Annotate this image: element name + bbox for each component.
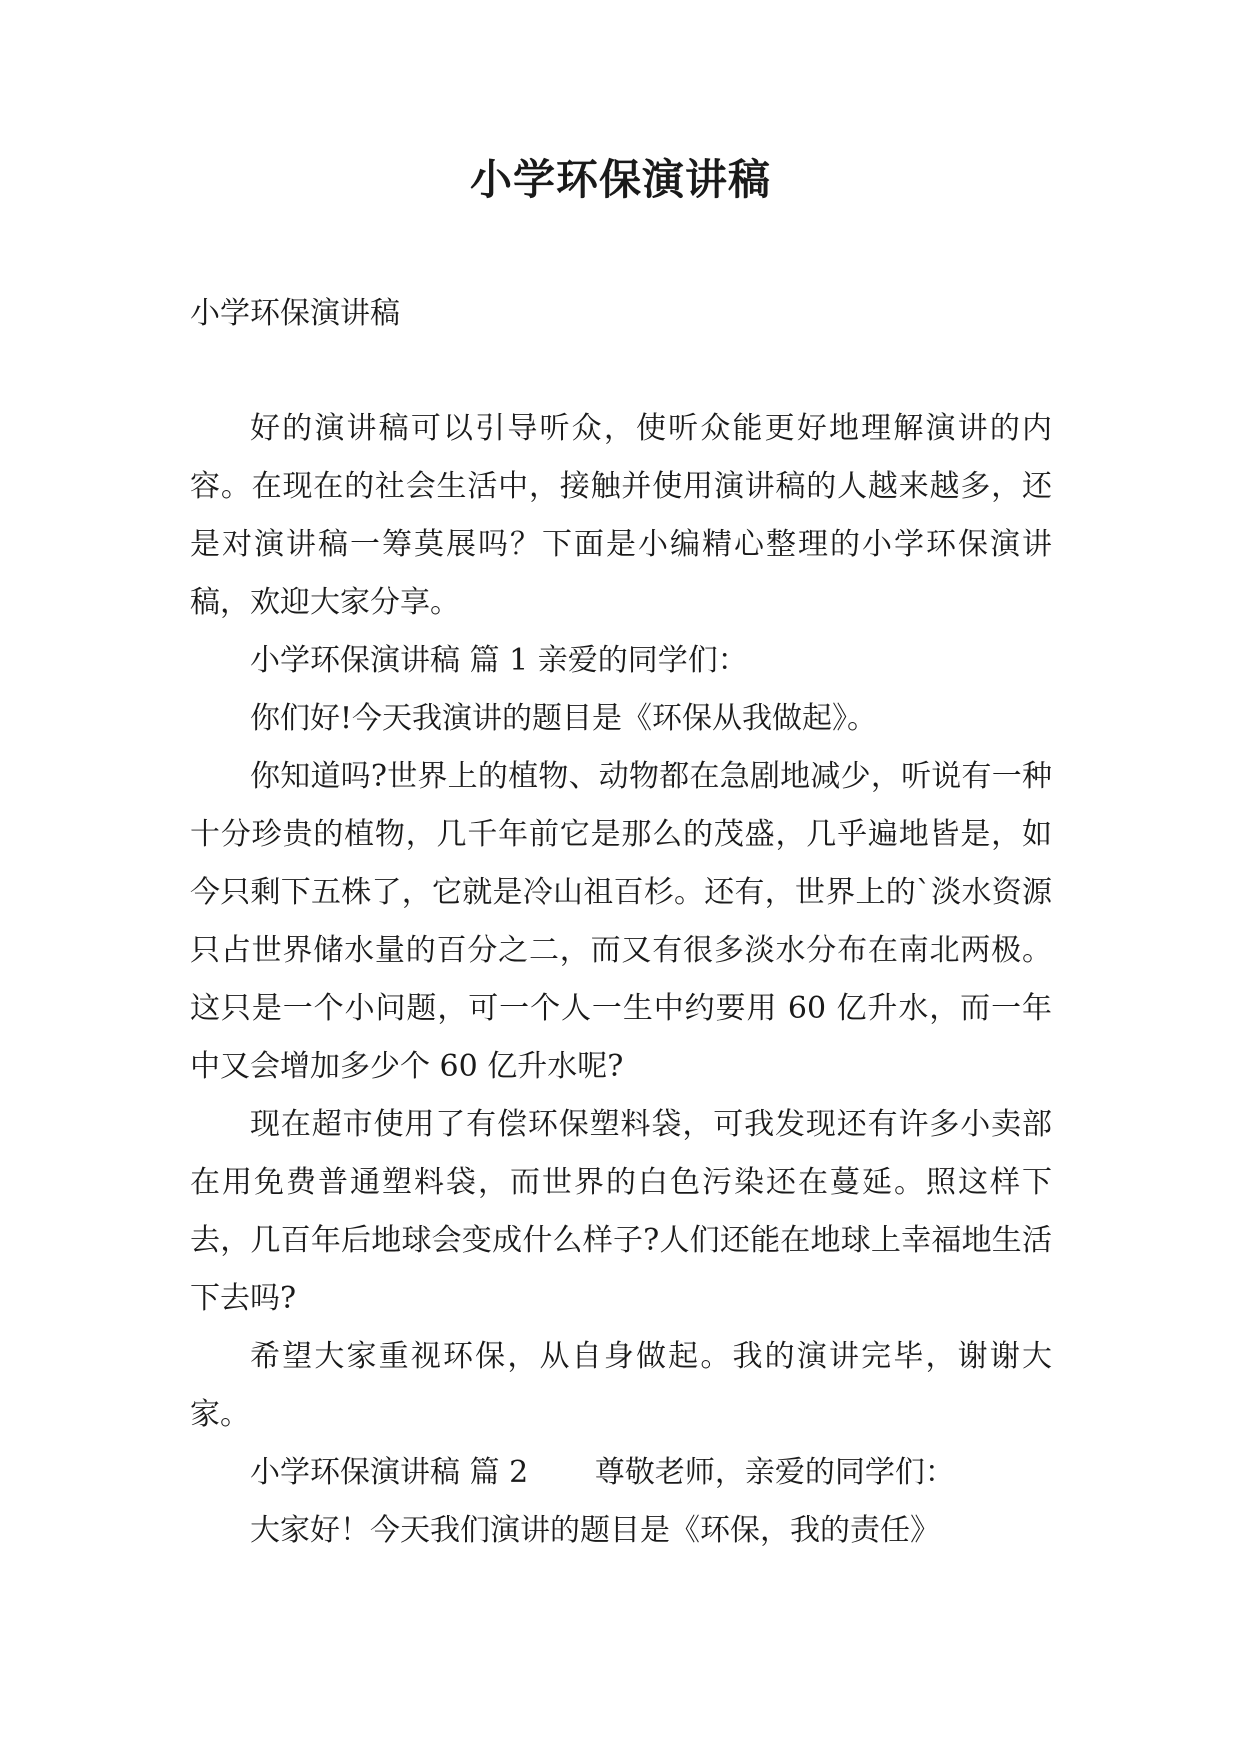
- document-title: 小学环保演讲稿: [469, 155, 771, 204]
- paragraph-speech2-heading: 小学环保演讲稿 篇 2 尊敬老师，亲爱的同学们：: [250, 1455, 955, 1490]
- paragraph-speech1-closing: 希望大家重视环保，从自身做起。我的演讲完毕，谢谢大家。: [190, 1339, 1052, 1432]
- document-subtitle: 小学环保演讲稿: [190, 296, 400, 331]
- paragraph-speech1-body-1: 你知道吗?世界上的植物、动物都在急剧地减少，听说有一种十分珍贵的植物，几千年前它是那么的茂盛，几乎遍地皆是，如今只剩下五株了，它就是冷山祖百杉。还有，世界上的`淡水资源只占世界储水量的百分之二，而又有很多淡水分布在南北两极。这只是一个小问题，可一个人一生中约要用 60 亿升水，而一年中又会增加多少个 60 亿升水呢?: [190, 759, 1052, 1084]
- document-body: [190, 400, 1052, 1560]
- paragraph-speech1-heading: 小学环保演讲稿 篇 1 亲爱的同学们：: [250, 643, 748, 678]
- paragraph-speech1-body-2: 现在超市使用了有偿环保塑料袋，可我发现还有许多小卖部在用免费普通塑料袋，而世界的白色污染还在蔓延。照这样下去，几百年后地球会变成什么样子?人们还能在地球上幸福地生活下去吗?: [190, 1107, 1052, 1316]
- paragraph-intro: 好的演讲稿可以引导听众，使听众能更好地理解演讲的内容。在现在的社会生活中，接触并使用演讲稿的人越来越多，还是对演讲稿一筹莫展吗？下面是小编精心整理的小学环保演讲稿，欢迎大家分享。: [190, 411, 1052, 620]
- paragraph-speech1-greeting: 你们好!今天我演讲的题目是《环保从我做起》。: [250, 701, 878, 736]
- paragraph-speech2-greeting: 大家好！今天我们演讲的题目是《环保，我的责任》: [250, 1513, 940, 1548]
